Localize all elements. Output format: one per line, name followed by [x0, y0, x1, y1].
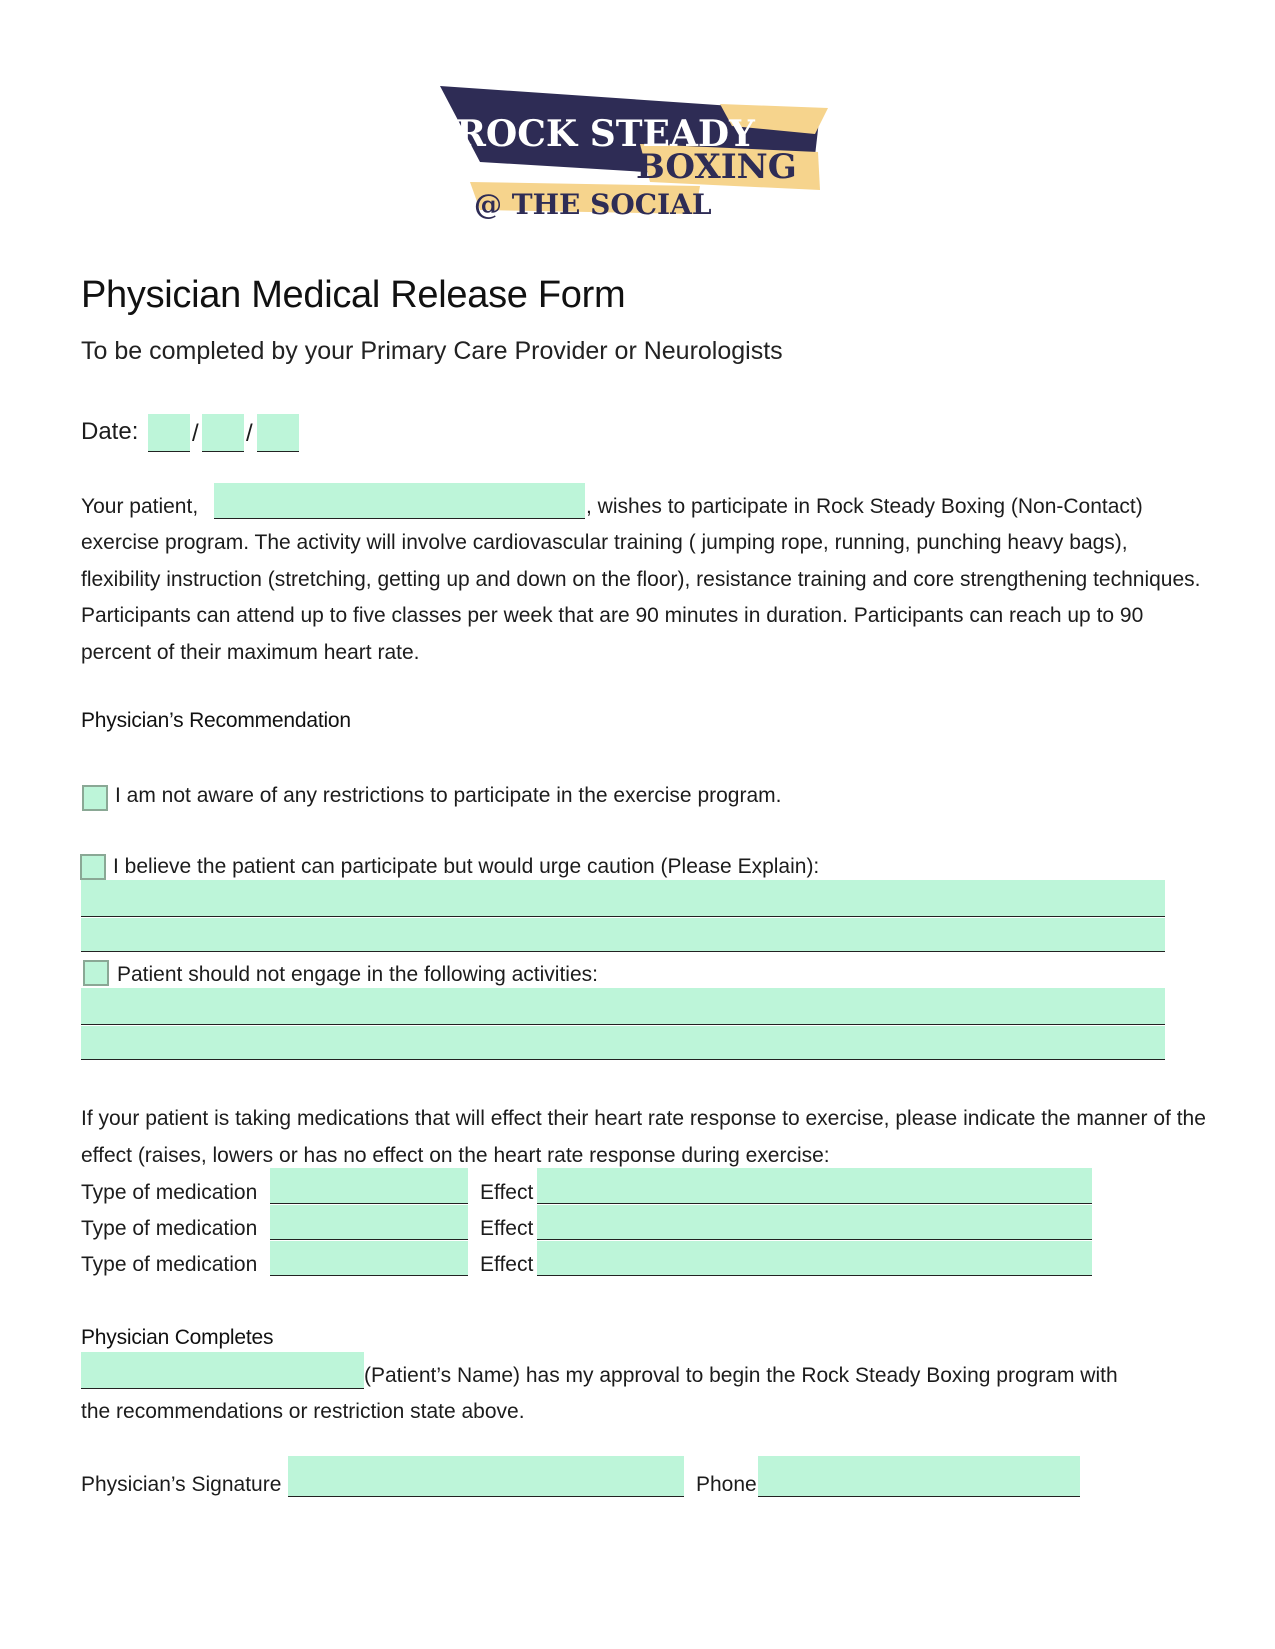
medication-type-label: Type of medication [81, 1217, 258, 1240]
option3-label: Patient should not engage in the following activities: [117, 963, 598, 986]
medication-type-field-3[interactable] [270, 1241, 468, 1276]
intro-prefix: Your patient, [81, 495, 199, 518]
logo-text-line2: BOXING [636, 147, 797, 187]
effect-label: Effect [480, 1253, 534, 1276]
effect-label: Effect [480, 1217, 534, 1240]
approval-text-line2: the recommendations or restriction state above. [81, 1400, 525, 1423]
medications-intro: If your patient is taking medications that will effect their heart rate response to exercise, please indicate the manner of the effect (raises, lowers or has no effect on the heart rate response during exercise: [81, 1107, 1206, 1167]
physician-signature-field[interactable] [288, 1456, 684, 1497]
caution-explain-line-1[interactable] [81, 880, 1165, 917]
no-restrictions-checkbox[interactable] [82, 785, 108, 811]
rock-steady-boxing-logo [440, 82, 860, 240]
date-separator: / [246, 420, 253, 447]
caution-explain-line-2[interactable] [81, 918, 1165, 952]
restricted-activities-line-1[interactable] [81, 988, 1165, 1025]
page-subtitle: To be completed by your Primary Care Provider or Neurologists [81, 337, 783, 365]
medication-type-label: Type of medication [81, 1253, 258, 1276]
medication-type-field-1[interactable] [270, 1168, 468, 1204]
logo-text-line1: ROCK STEADY [456, 113, 755, 155]
effect-field-3[interactable] [537, 1241, 1092, 1276]
logo-text-line3: @ THE SOCIAL [474, 188, 712, 221]
effect-field-2[interactable] [537, 1205, 1092, 1240]
phone-field[interactable] [758, 1456, 1080, 1497]
date-month-field[interactable] [148, 414, 190, 452]
option2-label: I believe the patient can participate but would urge caution (Please Explain): [113, 855, 820, 878]
recommendation-heading: Physician’s Recommendation [81, 709, 351, 732]
date-label: Date: [81, 418, 139, 445]
medication-type-field-2[interactable] [270, 1205, 468, 1240]
effect-label: Effect [480, 1181, 534, 1204]
intro-body: exercise program. The activity will involve cardiovascular training ( jumping rope, running, punching heavy bags), flexibility instruction (stretching, getting up and down on the floor), resistance training and core strengthening techniques. Participants can attend up to five classes per week that are 90 minutes in duration. Participants can reach up to 90 percent of their maximum heart rate. [81, 531, 1201, 664]
signature-label: Physician’s Signature [81, 1473, 282, 1496]
page-title: Physician Medical Release Form [81, 274, 626, 316]
intro-suffix: , wishes to participate in Rock Steady Boxing (Non-Contact) [586, 495, 1143, 518]
caution-checkbox[interactable] [80, 854, 106, 880]
medication-type-label: Type of medication [81, 1181, 258, 1204]
approved-patient-name-field[interactable] [81, 1352, 364, 1389]
restricted-activities-line-2[interactable] [81, 1026, 1165, 1060]
date-year-field[interactable] [257, 414, 299, 452]
date-day-field[interactable] [202, 414, 244, 452]
patient-name-field[interactable] [214, 483, 585, 519]
approval-text: (Patient’s Name) has my approval to begin the Rock Steady Boxing program with [364, 1364, 1118, 1387]
date-separator: / [192, 420, 199, 447]
completion-heading: Physician Completes [81, 1326, 274, 1349]
phone-label: Phone [696, 1473, 757, 1496]
restricted-activities-checkbox[interactable] [83, 960, 109, 986]
option1-label: I am not aware of any restrictions to participate in the exercise program. [115, 784, 782, 807]
effect-field-1[interactable] [537, 1168, 1092, 1204]
